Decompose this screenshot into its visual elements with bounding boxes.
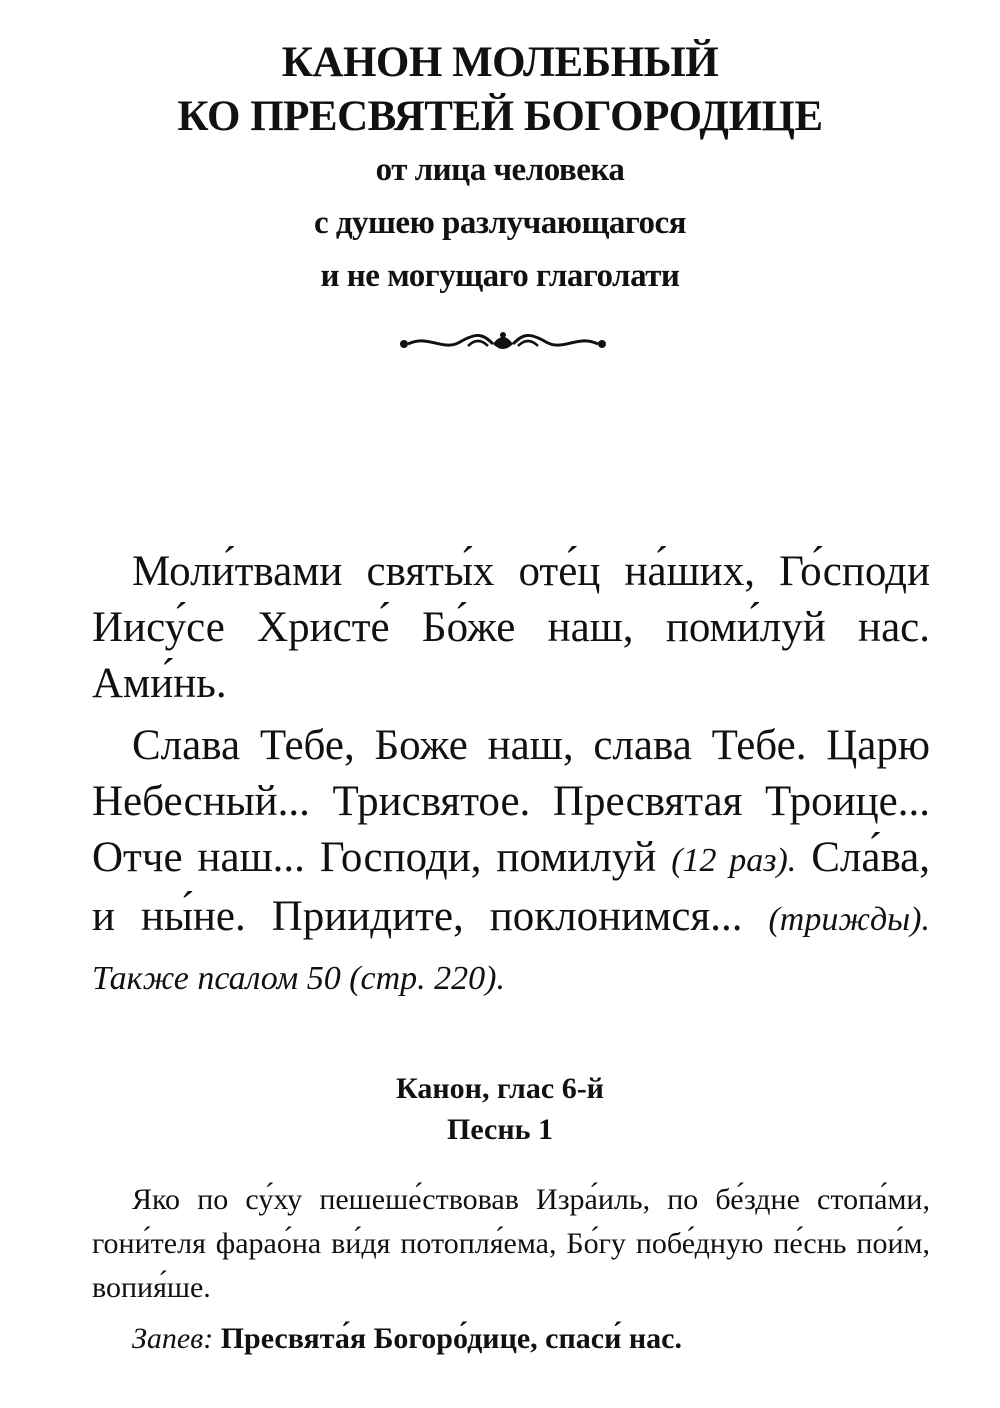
rubric-count: (12 раз). xyxy=(671,842,797,879)
page-title-line2: КО ПРЕСВЯТЕЙ БОГОРОДИЦЕ xyxy=(177,93,823,140)
refrain-text: Пресвята́я Богоро́дице, спаси́ нас. xyxy=(220,1322,682,1355)
subtitle-line3: и не могущаго глаголати xyxy=(320,258,680,294)
subtitle-line2: с душею разлучающагося xyxy=(313,205,687,241)
page-title: КАНОН МОЛЕБНЫЙ xyxy=(281,39,719,86)
rubric-text: Слава Тебе, Боже наш, слава Тебе. Царю Небесный... Трисвятое. Пресвятая Троице... Отче наш... Господи, помилуй xyxy=(92,722,930,881)
floral-divider-icon xyxy=(398,330,608,356)
irmos-text: Яко по су́ху пешеше́ствовав Изра́иль, по бе́здне стопа́ми, гони́теля фарао́на ви́дя потопля́ема, Бо́гу побе́дную пе́снь пои́м, вопия́ше. xyxy=(92,1183,930,1304)
opening-prayer: Моли́твами святы́х оте́ц на́ших, Го́споди Иису́се Христе́ Бо́же наш, поми́луй нас. Ами́нь. xyxy=(92,548,930,707)
ode-heading: Песнь 1 xyxy=(447,1113,553,1146)
opening-rubric xyxy=(92,718,930,1007)
rubric-note: (трижды). Также псалом 50 (стр. 220). xyxy=(92,901,930,997)
rubric-text-2: Сла́ва, и ны́не. Приидите, поклонимся... xyxy=(92,834,931,940)
canon-heading: Канон, глас 6-й xyxy=(396,1072,604,1105)
refrain xyxy=(132,1322,682,1356)
refrain-label: Запев: xyxy=(132,1322,214,1355)
subtitle-line1: от лица человека xyxy=(375,152,625,188)
